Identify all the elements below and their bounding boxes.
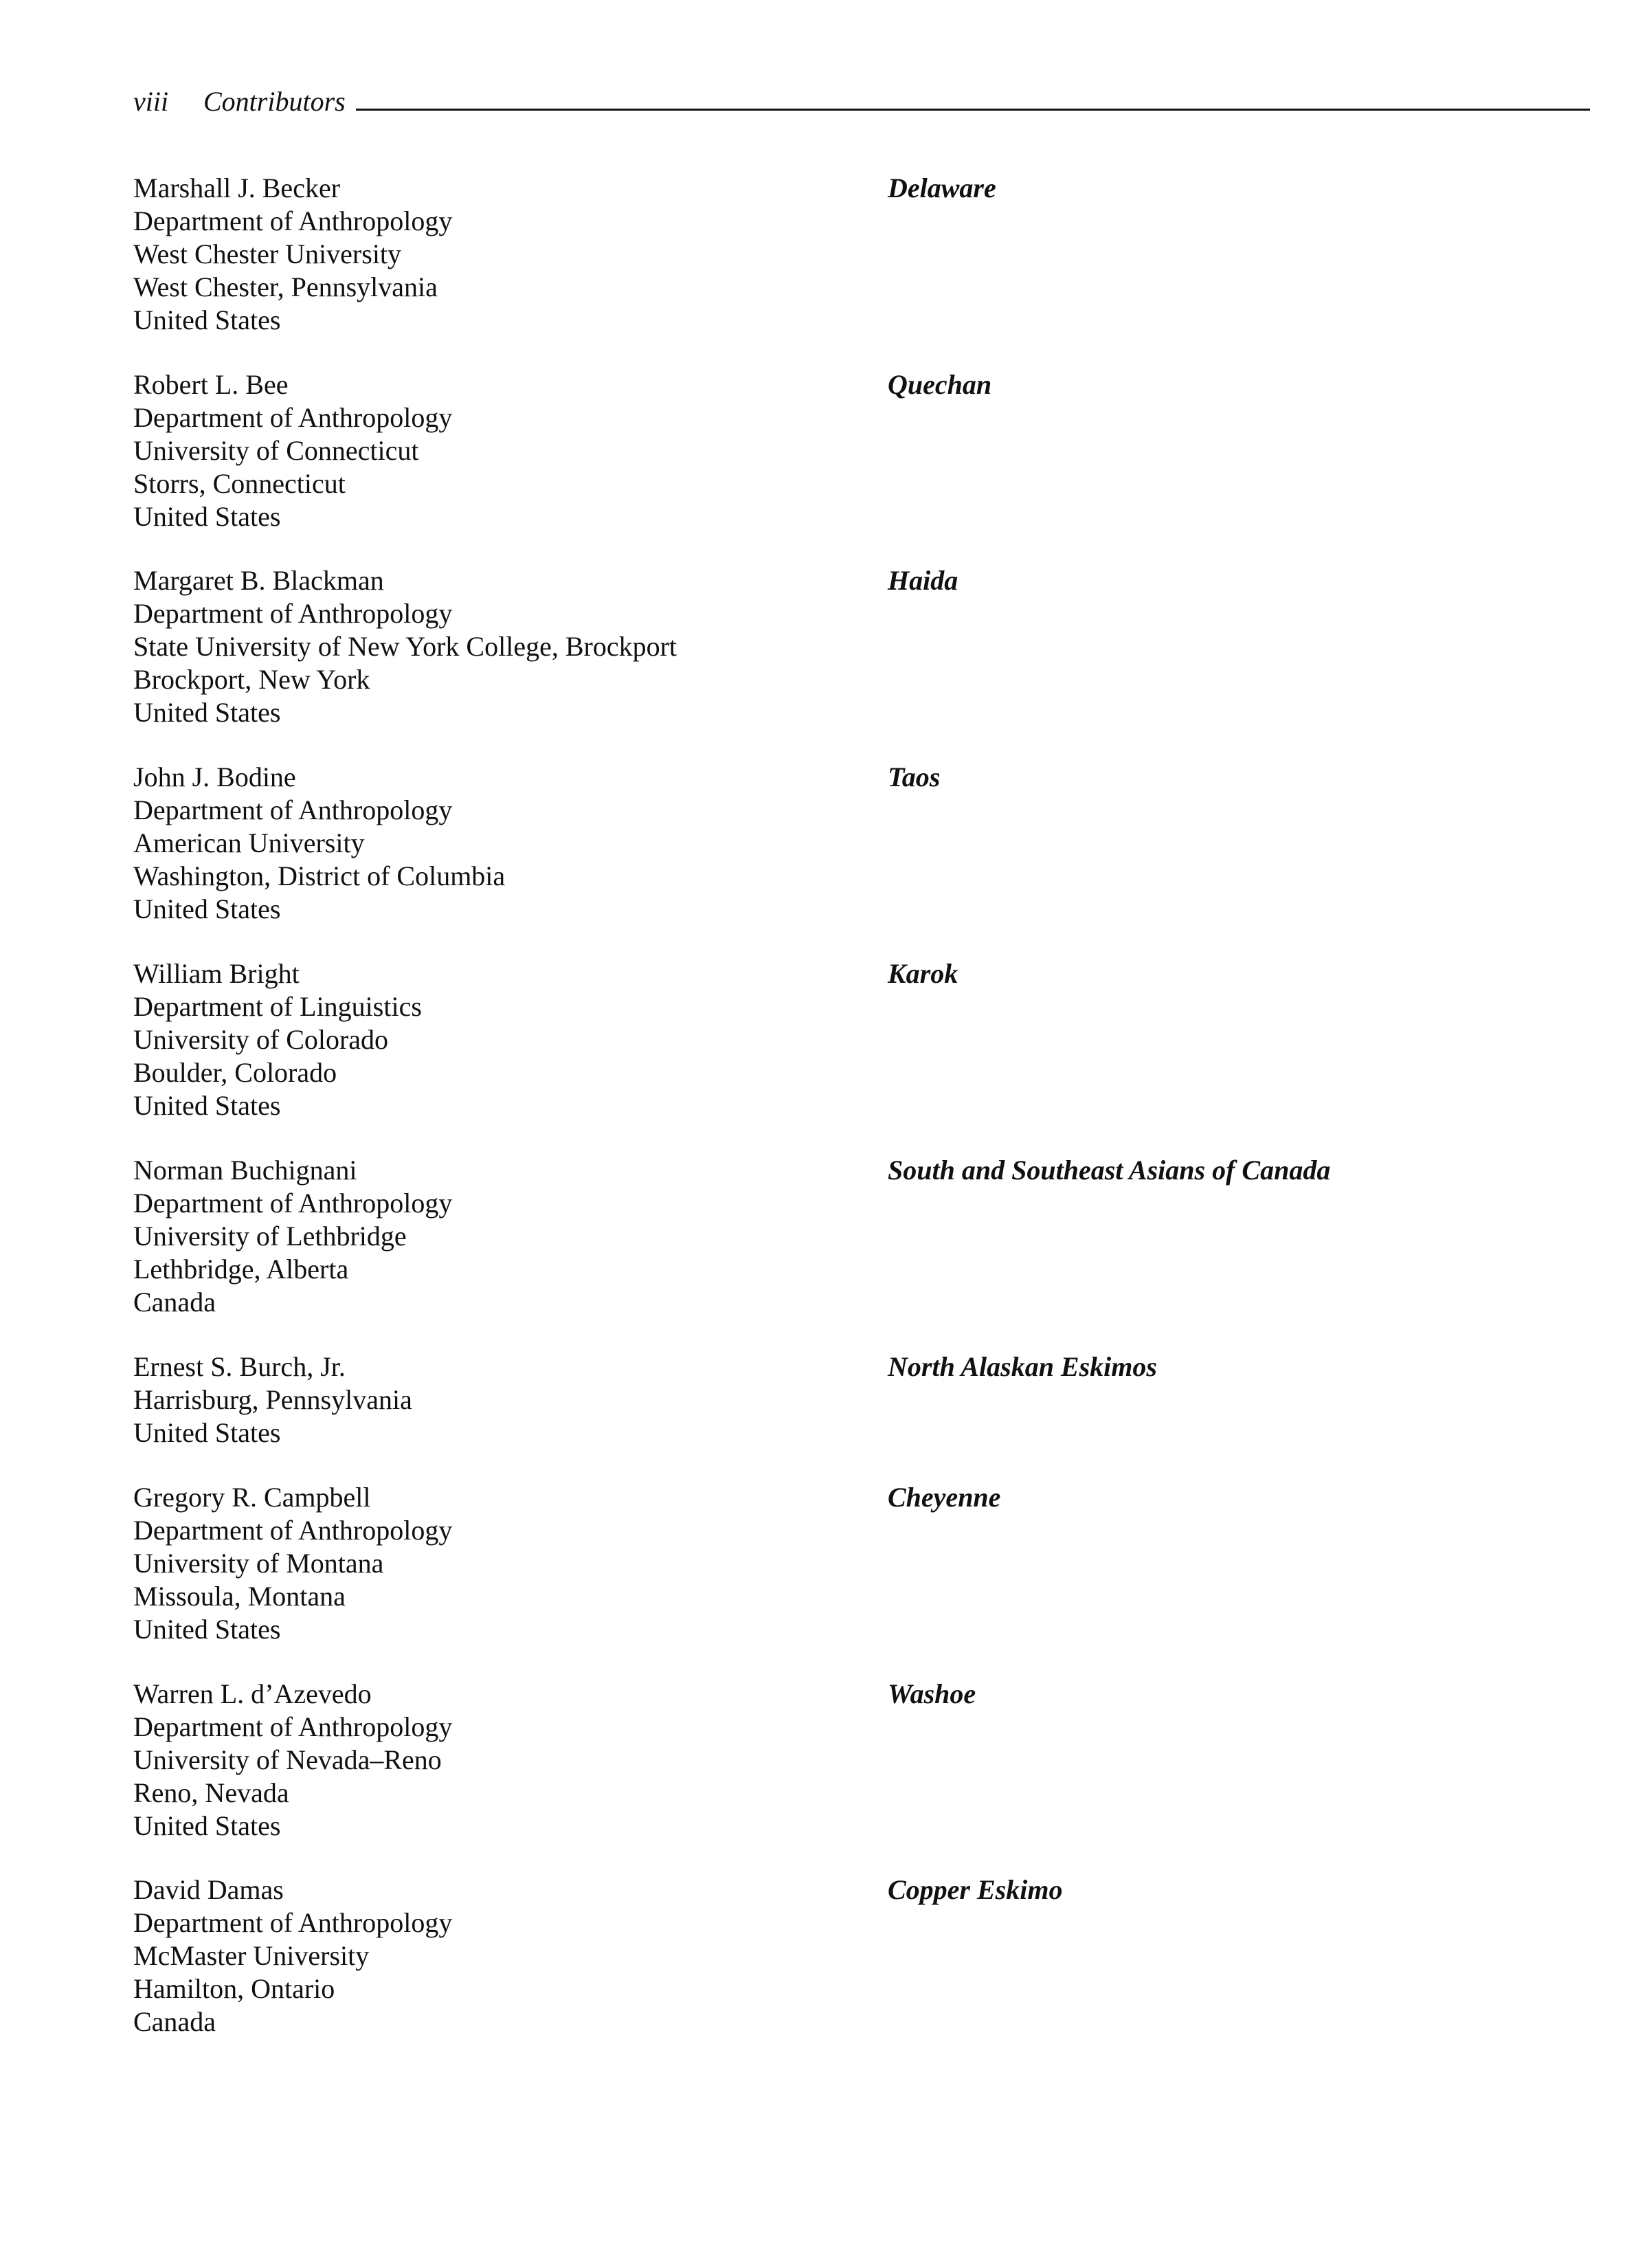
contributor-address	[133, 761, 855, 926]
contribution-topic: South and Southeast Asians of Canada	[888, 1155, 1331, 1186]
contributor-name: Robert L. Bee	[133, 369, 289, 400]
address-line: Department of Anthropology	[133, 1907, 453, 1938]
address-line: McMaster University	[133, 1940, 370, 1971]
address-line: Department of Anthropology	[133, 1188, 453, 1219]
address-line: University of Nevada–Reno	[133, 1744, 442, 1775]
address-line: West Chester University	[133, 238, 402, 269]
contributor-address	[133, 1678, 855, 1843]
contributor-address	[133, 1350, 855, 1449]
contribution-topic: Taos	[888, 761, 941, 792]
address-line: Department of Anthropology	[133, 402, 453, 433]
address-line: Storrs, Connecticut	[133, 468, 346, 499]
contribution-topic: Quechan	[888, 369, 992, 400]
contributor-address	[133, 1874, 855, 2038]
contribution-topic: Delaware	[888, 173, 996, 203]
address-line: Missoula, Montana	[133, 1581, 346, 1612]
address-line: West Chester, Pennsylvania	[133, 271, 438, 302]
contributor-name: Margaret B. Blackman	[133, 565, 384, 596]
address-line: Brockport, New York	[133, 664, 370, 695]
contributor-address	[133, 957, 855, 1122]
address-line: Canada	[133, 1287, 216, 1318]
contribution-topic: Cheyenne	[888, 1482, 1001, 1513]
address-line: United States	[133, 1810, 281, 1841]
address-line: Department of Linguistics	[133, 991, 422, 1022]
contribution-topic: Washoe	[888, 1678, 976, 1709]
contribution-topic: Karok	[888, 958, 958, 989]
address-line: Department of Anthropology	[133, 1711, 453, 1742]
address-line: University of Connecticut	[133, 435, 419, 466]
contributor-name: David Damas	[133, 1874, 284, 1905]
contributor-name: Marshall J. Becker	[133, 173, 341, 203]
contributor-name: Warren L. d’Azevedo	[133, 1678, 372, 1709]
contributor-address	[133, 564, 855, 729]
contributor-address	[133, 172, 855, 337]
address-line: University of Colorado	[133, 1024, 389, 1055]
address-line: Hamilton, Ontario	[133, 1973, 335, 2004]
address-line: Department of Anthropology	[133, 794, 453, 825]
address-line: State University of New York College, Brockport	[133, 631, 677, 662]
contributor-name: William Bright	[133, 958, 300, 989]
contributor-address	[133, 1154, 855, 1319]
address-line: United States	[133, 893, 281, 924]
header-rule	[356, 109, 1590, 111]
contributor-name: John J. Bodine	[133, 761, 296, 792]
contributor-address	[133, 1481, 855, 1646]
contributor-address	[133, 368, 855, 533]
contributor-name: Ernest S. Burch, Jr.	[133, 1351, 346, 1382]
running-head-title: Contributors	[203, 86, 346, 117]
contribution-topic: North Alaskan Eskimos	[888, 1351, 1157, 1382]
address-line: United States	[133, 697, 281, 728]
address-line: United States	[133, 501, 281, 532]
contribution-topic: Haida	[888, 565, 958, 596]
address-line: Canada	[133, 2006, 216, 2037]
address-line: Department of Anthropology	[133, 205, 453, 236]
running-head	[133, 81, 1590, 122]
address-line: Department of Anthropology	[133, 1515, 453, 1546]
address-line: Lethbridge, Alberta	[133, 1254, 349, 1285]
address-line: University of Montana	[133, 1548, 384, 1579]
address-line: Washington, District of Columbia	[133, 860, 506, 891]
address-line: University of Lethbridge	[133, 1221, 407, 1252]
contribution-topic: Copper Eskimo	[888, 1874, 1063, 1905]
contributor-name: Norman Buchignani	[133, 1155, 357, 1186]
address-line: United States	[133, 1090, 281, 1121]
address-line: United States	[133, 1614, 281, 1645]
address-line: Department of Anthropology	[133, 598, 453, 629]
address-line: Harrisburg, Pennsylvania	[133, 1384, 412, 1415]
address-line: United States	[133, 1417, 281, 1448]
page-number: viii	[133, 86, 169, 117]
address-line: Reno, Nevada	[133, 1777, 289, 1808]
address-line: Boulder, Colorado	[133, 1057, 337, 1088]
address-line: American University	[133, 827, 365, 858]
contributor-name: Gregory R. Campbell	[133, 1482, 371, 1513]
address-line: United States	[133, 304, 281, 335]
